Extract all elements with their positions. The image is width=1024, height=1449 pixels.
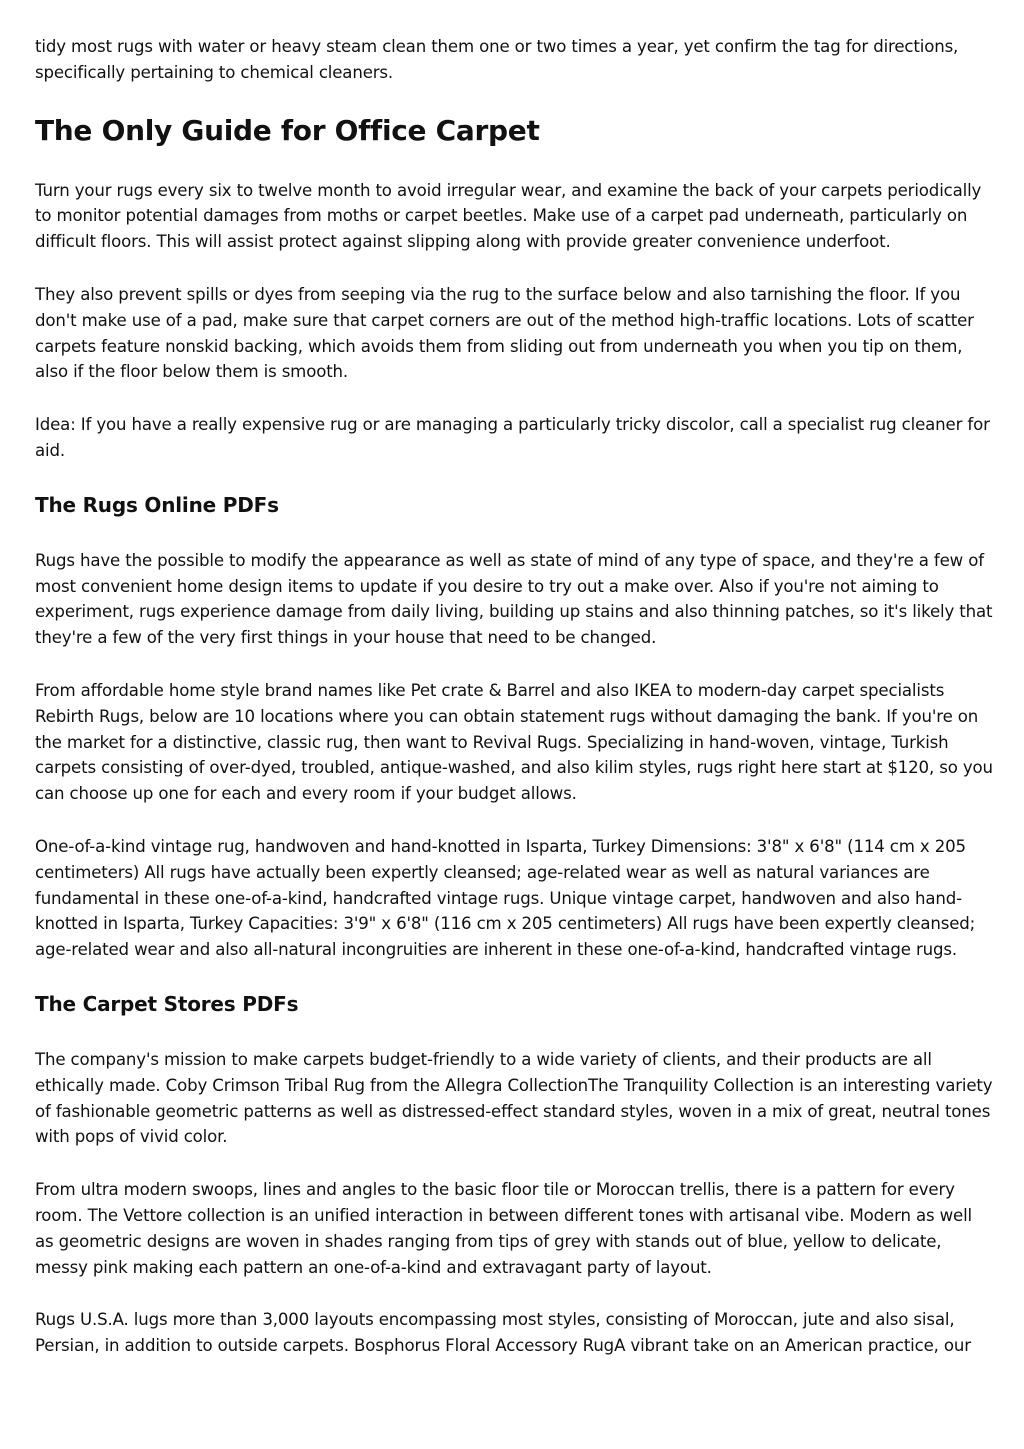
heading-office-carpet: The Only Guide for Office Carpet bbox=[35, 113, 540, 147]
paragraph: Rugs have the possible to modify the appearance as well as state of mind of any type of space, and they're a few of most convenient home design items to update if you desire to try out a make over. Also if you're not aiming to experiment, rugs experience damage from daily living, building up stains and also thinning patches, so it's likely that they're a few of the very first things in your house that need to be changed. bbox=[35, 550, 993, 648]
paragraph: From affordable home style brand names like Pet crate & Barrel and also IKEA to modern-day carpet specialists Rebirth Rugs, below are 10 locations where you can obtain statement rugs without damaging the bank. If you're on the market for a distinctive, classic rug, then want to Revival Rugs. Specializing in hand-woven, vintage, Turkish carpets consisting of over-dyed, troubled, antique-washed, and also kilim styles, rugs right here start at $120, so you can choose up one for each and every room if your budget allows. bbox=[35, 680, 993, 804]
heading-carpet-stores: The Carpet Stores PDFs bbox=[35, 991, 299, 1016]
paragraph: From ultra modern swoops, lines and angles to the basic floor tile or Moroccan trellis, there is a pattern for every room. The Vettore collection is an unified interaction in between different tones with artisanal vibe. Modern as well as geometric designs are woven in shades ranging from tips of grey with stands out of blue, yellow to delicate, messy pink making each pattern an one-of-a-kind and extravagant party of layout. bbox=[35, 1180, 973, 1277]
paragraph: The company's mission to make carpets budget-friendly to a wide variety of clients, and their products are all ethically made. Coby Crimson Tribal Rug from the Allegra CollectionThe Tranquility Collection is an interesting variety of fashionable geometric patterns as well as distressed-effect standard styles, woven in a mix of great, neutral tones with pops of vivid color. bbox=[35, 1049, 993, 1147]
paragraph: They also prevent spills or dyes from seeping via the rug to the surface below and also tarnishing the floor. If you don't make use of a pad, make sure that carpet corners are out of the method high-traffic locations. Lots of scatter carpets feature nonskid backing, which avoids them from sliding out from underneath you when you tip on them, also if the floor below them is smooth. bbox=[35, 284, 974, 382]
paragraph: Turn your rugs every six to twelve month to avoid irregular wear, and examine the back of your carpets periodically to monitor potential damages from moths or carpet beetles. Make use of a carpet pad underneath, particularly on difficult floors. This will assist protect against slipping along with provide greater convenience underfoot. bbox=[35, 180, 982, 252]
paragraph: Rugs U.S.A. lugs more than 3,000 layouts encompassing most styles, consisting of Moroccan, jute and also sisal, Persian, in addition to outside carpets. Bosphorus Floral Accessory RugA vibrant take on an American practice, our bbox=[35, 1310, 971, 1356]
heading-rugs-online: The Rugs Online PDFs bbox=[35, 492, 279, 517]
paragraph: Idea: If you have a really expensive rug or are managing a particularly tricky discolor, call a specialist rug cleaner for aid. bbox=[35, 415, 990, 460]
intro-paragraph: tidy most rugs with water or heavy steam clean them one or two times a year, yet confirm the tag for directions, specifically pertaining to chemical cleaners. bbox=[35, 37, 959, 82]
paragraph: One-of-a-kind vintage rug, handwoven and hand-knotted in Isparta, Turkey Dimensions: 3'8" x 6'8" (114 cm x 205 centimeters) All rugs have actually been expertly cleansed; age-related wear as well as natural variances are fundamental in these one-of-a-kind, handcrafted vintage rugs. Unique vintage carpet, handwoven and also hand-knotted in Isparta, Turkey Capacities: 3'9" x 6'8" (116 cm x 205 centimeters) All rugs have been expertly cleansed; age-related wear and also all-natural incongruities are inherent in these one-of-a-kind, handcrafted vintage rugs. bbox=[35, 836, 976, 960]
article-body bbox=[35, 34, 993, 1386]
